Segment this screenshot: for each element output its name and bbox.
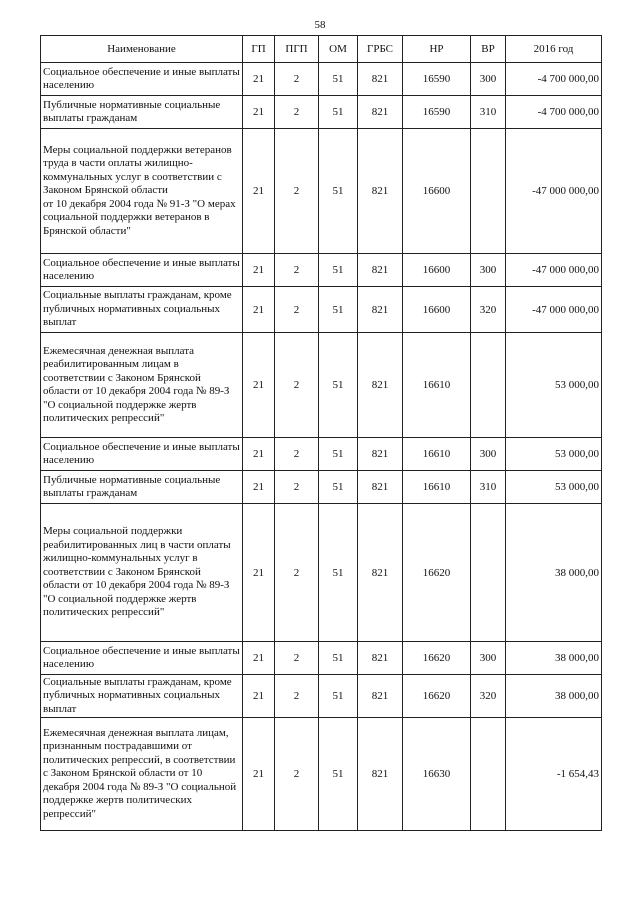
row-name: Меры социальной поддержки реабилитированных лиц в части оплаты жилищно-коммунальных услуг в соответствии с Законом Брянской области от 10 декабря 2004 года № 89-З "О социальной поддержке жертв политических репрессий" [41, 504, 243, 642]
row-amount: -47 000 000,00 [506, 129, 602, 254]
row-vr [471, 504, 506, 642]
row-grbs: 821 [358, 504, 403, 642]
row-om: 51 [319, 471, 358, 504]
table-row [41, 642, 602, 675]
row-pgp: 2 [275, 333, 319, 438]
row-amount: -4 700 000,00 [506, 96, 602, 129]
row-np: 16600 [403, 287, 471, 333]
table-row [41, 254, 602, 287]
row-pgp: 2 [275, 254, 319, 287]
header-pgp: ПГП [275, 36, 319, 63]
row-gp: 21 [243, 471, 275, 504]
header-np: НР [403, 36, 471, 63]
budget-table [40, 35, 602, 831]
row-grbs: 821 [358, 471, 403, 504]
table-row [41, 504, 602, 642]
row-gp: 21 [243, 129, 275, 254]
row-vr [471, 718, 506, 831]
header-vr: ВР [471, 36, 506, 63]
row-pgp: 2 [275, 471, 319, 504]
table-row [41, 471, 602, 504]
row-pgp: 2 [275, 642, 319, 675]
row-pgp: 2 [275, 287, 319, 333]
table-row [41, 96, 602, 129]
row-name: Публичные нормативные социальные выплаты гражданам [41, 96, 243, 129]
row-np: 16620 [403, 675, 471, 718]
table-row [41, 63, 602, 96]
row-grbs: 821 [358, 63, 403, 96]
row-gp: 21 [243, 675, 275, 718]
header-year: 2016 год [506, 36, 602, 63]
row-np: 16610 [403, 333, 471, 438]
row-pgp: 2 [275, 718, 319, 831]
row-grbs: 821 [358, 718, 403, 831]
row-om: 51 [319, 333, 358, 438]
table-row [41, 675, 602, 718]
row-om: 51 [319, 675, 358, 718]
row-gp: 21 [243, 63, 275, 96]
row-name: Ежемесячная денежная выплата реабилитированным лицам в соответствии с Законом Брянской области от 10 декабря 2004 года № 89-З "О социальной поддержке жертв политических репрессий" [41, 333, 243, 438]
row-vr: 300 [471, 63, 506, 96]
table-header-row [41, 36, 602, 63]
header-grbs: ГРБС [358, 36, 403, 63]
row-gp: 21 [243, 254, 275, 287]
table-row [41, 718, 602, 831]
row-name: Социальное обеспечение и иные выплаты населению [41, 63, 243, 96]
row-pgp: 2 [275, 675, 319, 718]
table-row [41, 129, 602, 254]
row-name: Социальное обеспечение и иные выплаты населению [41, 642, 243, 675]
row-pgp: 2 [275, 438, 319, 471]
row-grbs: 821 [358, 96, 403, 129]
row-om: 51 [319, 129, 358, 254]
row-name: Социальные выплаты гражданам, кроме публичных нормативных социальных выплат [41, 675, 243, 718]
row-gp: 21 [243, 438, 275, 471]
row-vr: 300 [471, 642, 506, 675]
row-np: 16610 [403, 438, 471, 471]
row-name: Социальные выплаты гражданам, кроме публичных нормативных социальных выплат [41, 287, 243, 333]
row-grbs: 821 [358, 333, 403, 438]
row-name: Социальное обеспечение и иные выплаты населению [41, 438, 243, 471]
row-gp: 21 [243, 96, 275, 129]
page-number: 58 [314, 19, 326, 31]
header-gp: ГП [243, 36, 275, 63]
row-vr: 320 [471, 287, 506, 333]
row-om: 51 [319, 438, 358, 471]
row-amount: 53 000,00 [506, 471, 602, 504]
row-vr [471, 129, 506, 254]
row-amount: 38 000,00 [506, 675, 602, 718]
table-row [41, 438, 602, 471]
row-grbs: 821 [358, 254, 403, 287]
row-np: 16600 [403, 129, 471, 254]
row-vr: 310 [471, 96, 506, 129]
header-om: ОМ [319, 36, 358, 63]
row-vr: 320 [471, 675, 506, 718]
row-vr: 300 [471, 438, 506, 471]
row-gp: 21 [243, 718, 275, 831]
row-np: 16590 [403, 63, 471, 96]
row-name: Ежемесячная денежная выплата лицам, признанным пострадавшими от политических репрессий, в соответствии с Законом Брянской области от 10 декабря 2004 года № 89-З "О социальной поддержке жертв политических репрессий" [41, 718, 243, 831]
row-grbs: 821 [358, 675, 403, 718]
table-row [41, 333, 602, 438]
row-np: 16620 [403, 504, 471, 642]
row-grbs: 821 [358, 438, 403, 471]
row-np: 16590 [403, 96, 471, 129]
row-vr [471, 333, 506, 438]
row-grbs: 821 [358, 129, 403, 254]
row-amount: -4 700 000,00 [506, 63, 602, 96]
row-amount: -47 000 000,00 [506, 287, 602, 333]
row-amount: -47 000 000,00 [506, 254, 602, 287]
row-amount: 53 000,00 [506, 438, 602, 471]
row-gp: 21 [243, 642, 275, 675]
row-pgp: 2 [275, 96, 319, 129]
row-om: 51 [319, 718, 358, 831]
row-vr: 300 [471, 254, 506, 287]
row-om: 51 [319, 63, 358, 96]
row-pgp: 2 [275, 63, 319, 96]
row-om: 51 [319, 504, 358, 642]
row-np: 16600 [403, 254, 471, 287]
table-row [41, 287, 602, 333]
row-vr: 310 [471, 471, 506, 504]
row-om: 51 [319, 642, 358, 675]
row-om: 51 [319, 287, 358, 333]
row-name: Социальное обеспечение и иные выплаты населению [41, 254, 243, 287]
row-name: Меры социальной поддержки ветеранов труда в части оплаты жилищно-коммунальных услуг в соответствии с Законом Брянской области от 10 декабря 2004 года № 91-З "О мерах социальной поддержки ветеранов в Брянской области" [41, 129, 243, 254]
row-name: Публичные нормативные социальные выплаты гражданам [41, 471, 243, 504]
row-pgp: 2 [275, 129, 319, 254]
row-amount: 38 000,00 [506, 504, 602, 642]
row-amount: -1 654,43 [506, 718, 602, 831]
row-np: 16630 [403, 718, 471, 831]
row-om: 51 [319, 96, 358, 129]
row-amount: 38 000,00 [506, 642, 602, 675]
row-grbs: 821 [358, 287, 403, 333]
row-gp: 21 [243, 333, 275, 438]
row-om: 51 [319, 254, 358, 287]
row-grbs: 821 [358, 642, 403, 675]
row-gp: 21 [243, 504, 275, 642]
row-amount: 53 000,00 [506, 333, 602, 438]
header-name: Наименование [41, 36, 243, 63]
row-np: 16620 [403, 642, 471, 675]
row-gp: 21 [243, 287, 275, 333]
row-np: 16610 [403, 471, 471, 504]
row-pgp: 2 [275, 504, 319, 642]
